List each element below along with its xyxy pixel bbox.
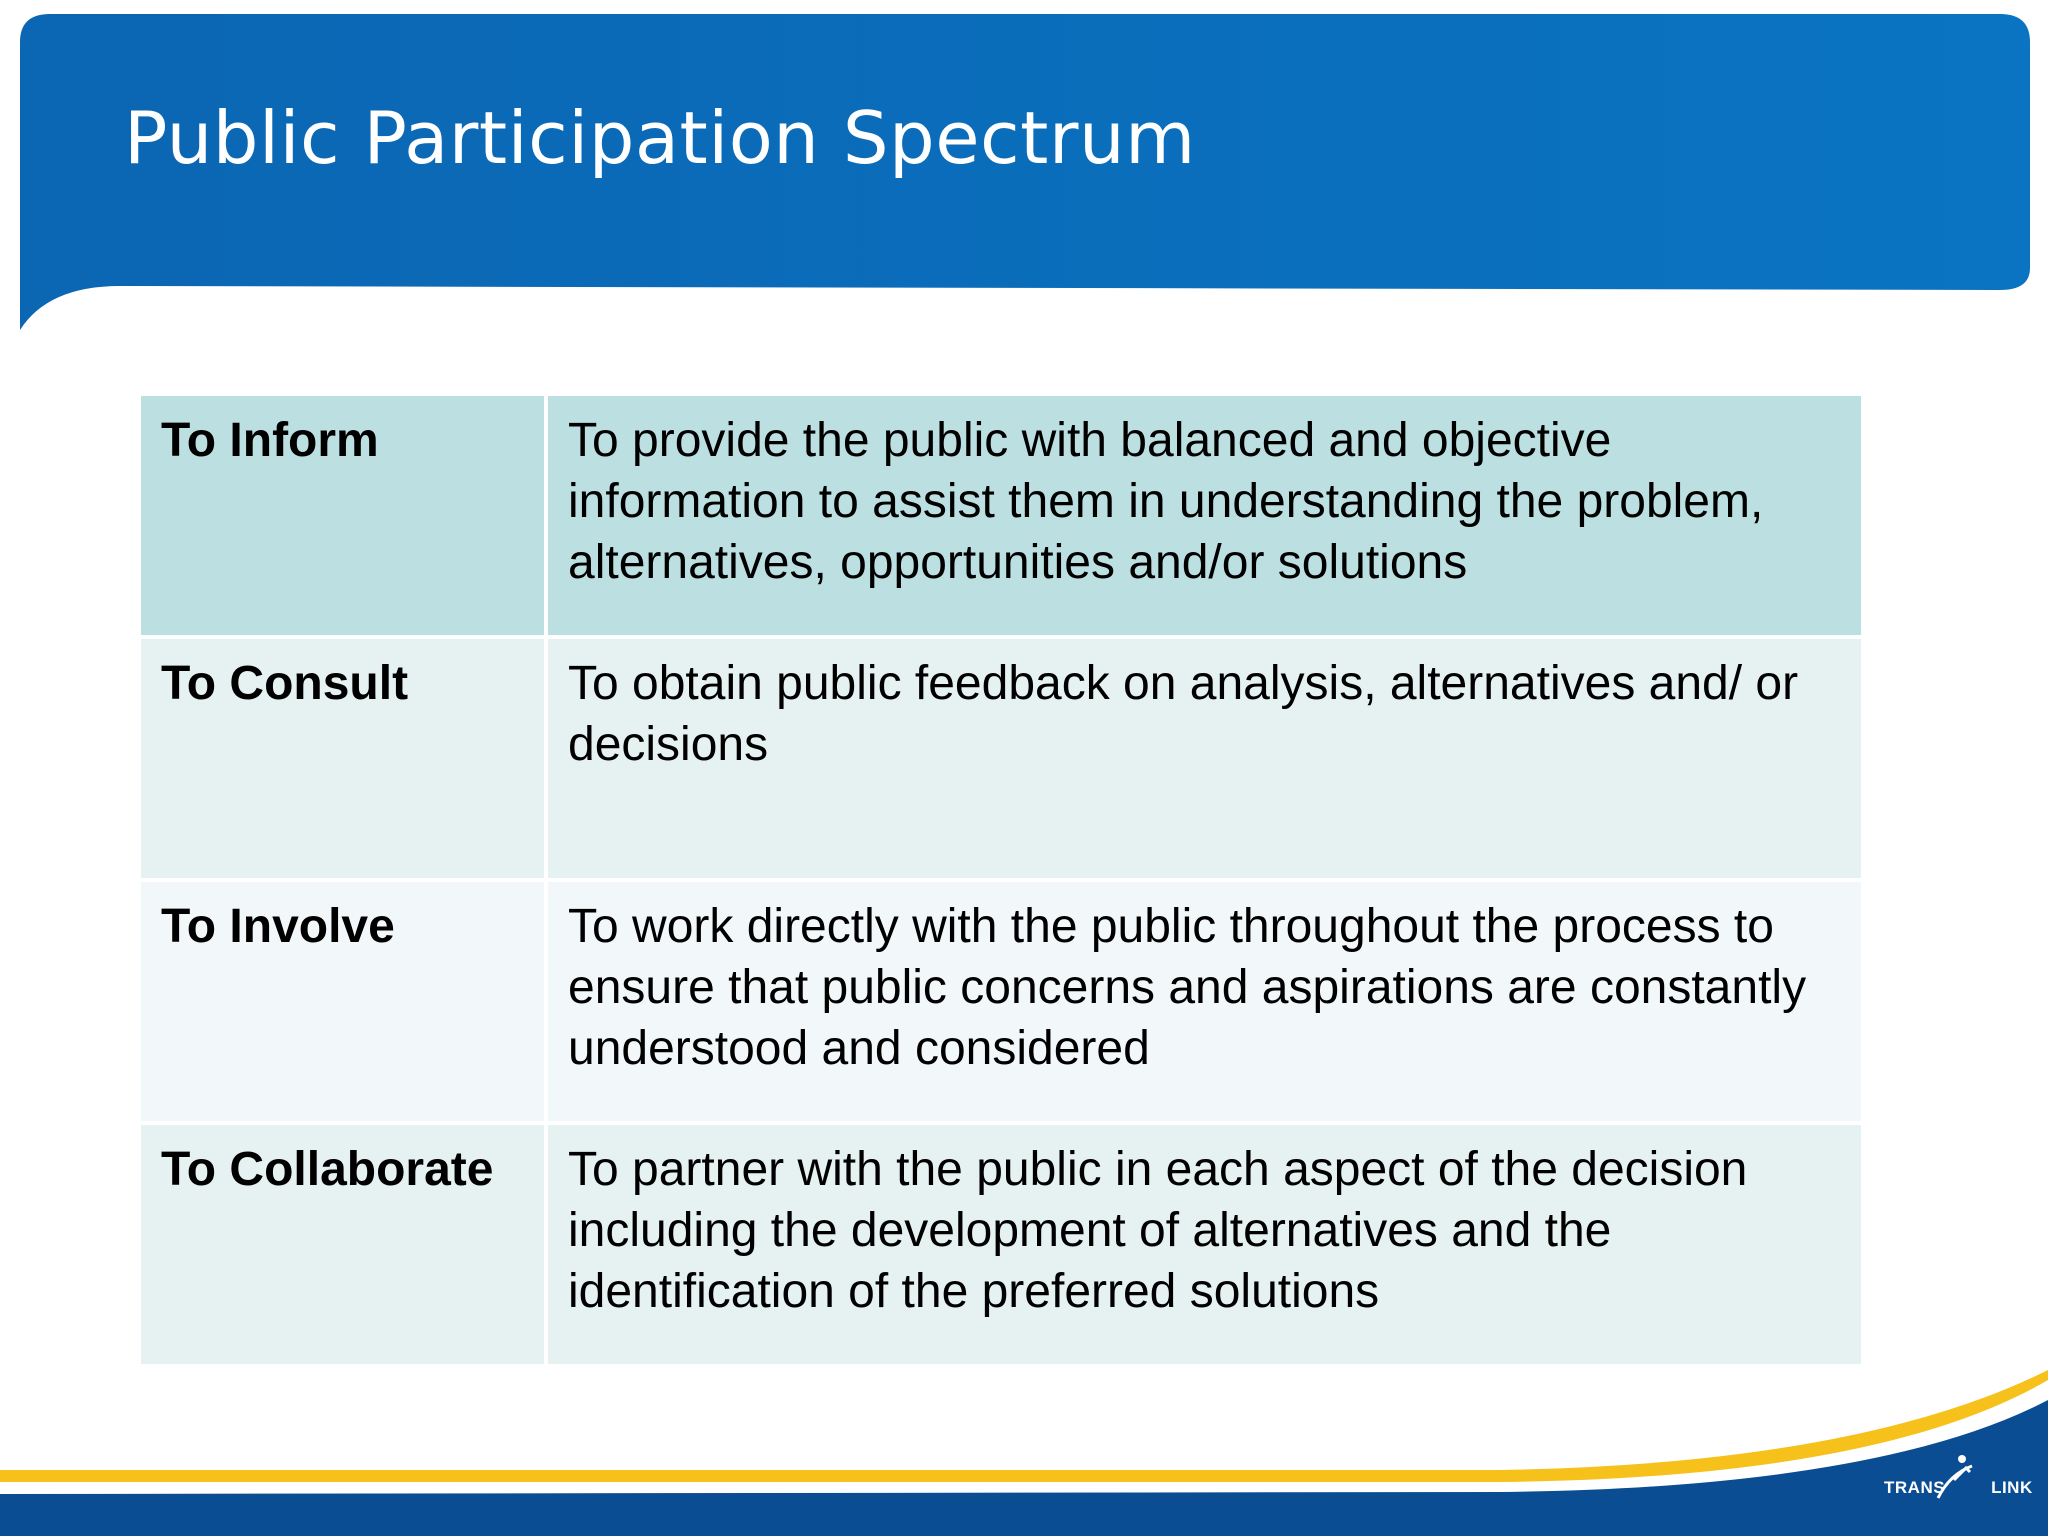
participation-spectrum-table: [137, 392, 1865, 1368]
table-row: [139, 880, 1863, 1123]
table-row: [139, 1123, 1863, 1366]
logo-text-right: LINK: [1991, 1478, 2033, 1497]
description-cell: To provide the public with balanced and objective information to assist them in understanding the problem, alternatives, opportunities and/or solutions: [546, 394, 1863, 637]
term-cell: To Inform: [139, 394, 546, 637]
footer-swoosh: [0, 1360, 2048, 1536]
description-cell: To obtain public feedback on analysis, alternatives and/ or decisions: [546, 637, 1863, 880]
slide-title: Public Participation Spectrum: [124, 96, 1196, 180]
description-cell: To work directly with the public throughout the process to ensure that public concerns and aspirations are constantly understood and considered: [546, 880, 1863, 1123]
table-row: [139, 637, 1863, 880]
description-cell: To partner with the public in each aspect of the decision including the development of alternatives and the identification of the preferred solutions: [546, 1123, 1863, 1366]
term-cell: To Involve: [139, 880, 546, 1123]
term-cell: To Collaborate: [139, 1123, 546, 1366]
table-row: [139, 394, 1863, 637]
term-cell: To Consult: [139, 637, 546, 880]
logo-text-left: TRANS: [1884, 1478, 1946, 1497]
translink-logo: [1884, 1478, 2033, 1498]
